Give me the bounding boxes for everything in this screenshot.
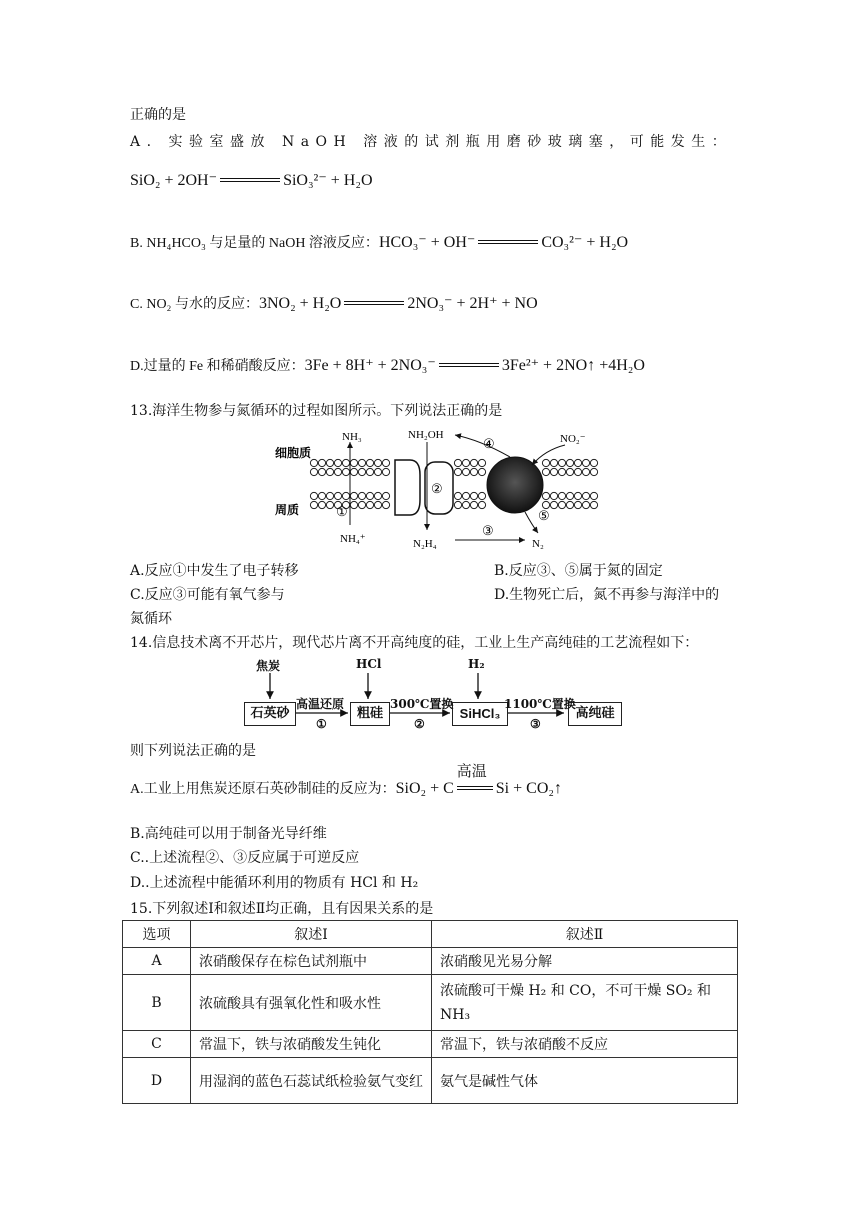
equals-sign [220,176,280,186]
row-statement-2: 常温下，铁与浓硝酸不反应 [432,1031,738,1058]
q14-option-c: C..上述流程②、③反应属于可逆反应 [130,850,360,866]
lipid-bead [478,459,485,466]
equation-left: SiO₂ + C [395,780,454,797]
lipid-bead [590,459,597,466]
lipid-bead [542,468,549,475]
label-nh3: NH₃ [342,431,362,443]
lipid-bead [470,492,477,499]
input-coke: 焦炭 [256,659,281,673]
step3-number: ③ [530,717,541,731]
lipid-bead [558,459,565,466]
lipid-bead [366,459,373,466]
option-text: C. NO₂ 与水的反应： [130,297,259,312]
q14-option-b: B.高纯硅可以用于制备光导纤维 [130,826,327,842]
lipid-bead [318,468,325,475]
lipid-bead [582,459,589,466]
lipid-bead [318,459,325,466]
lipid-bead [310,459,317,466]
label-step2: ② [431,482,443,497]
table-row [123,975,738,1031]
lipid-bead [582,492,589,499]
lipid-bead [478,468,485,475]
lipid-bead [326,492,333,499]
label-step4: ④ [483,437,495,452]
box-pure-silicon: 高纯硅 [568,702,622,726]
lipid-bead [382,459,389,466]
lipid-bead [358,501,365,508]
enzyme-complex-ball [487,457,543,513]
box-crude-silicon: 粗硅 [350,702,390,726]
equation-right: 2NO₃⁻ + 2H⁺ + NO [407,295,538,312]
header-statement-1: 叙述Ⅰ [191,921,432,948]
step2-number: ② [414,717,425,731]
q13-option-b: B.反应③、⑤属于氮的固定 [494,563,663,579]
nitrogen-cycle-diagram [270,420,600,555]
q13-option-a: A.反应①中发生了电子转移 [130,563,299,579]
lipid-bead [350,459,357,466]
lipid-bead [358,468,365,475]
lipid-bead [366,468,373,475]
row-statement-2: 氨气是碱性气体 [432,1058,738,1104]
membrane-bottom-row [310,492,597,508]
equals-sign [478,238,538,248]
lipid-bead [470,501,477,508]
q15-table [122,920,738,1104]
lipid-bead [454,492,461,499]
membrane-protein-left [395,460,420,515]
arrow-step5 [525,512,538,533]
lipid-bead [350,492,357,499]
label-no2: NO₂⁻ [560,433,586,445]
box-sihcl3: SiHCl₃ [452,702,508,726]
lipid-bead [374,468,381,475]
lipid-bead [374,501,381,508]
lipid-bead [574,468,581,475]
option-text: B. NH₄HCO₃ 与足量的 NaOH 溶液反应： [130,236,379,251]
lipid-bead [582,501,589,508]
lipid-bead [590,501,597,508]
lipid-bead [310,468,317,475]
q12-option-a-text: A. 实验室盛放 NaOH 溶液的试剂瓶用磨砂玻璃塞，可能发生： [130,134,733,150]
lipid-bead [358,459,365,466]
lipid-bead [326,468,333,475]
lipid-bead [470,468,477,475]
lipid-bead [326,501,333,508]
label-step1: ① [336,505,348,520]
lipid-bead [366,501,373,508]
lipid-bead [382,501,389,508]
lipid-bead [334,459,341,466]
silicon-process-flowchart [240,655,630,745]
step2-label: 300℃置换 [390,697,454,711]
lipid-bead [382,492,389,499]
lipid-bead [462,501,469,508]
equals-sign [439,361,499,371]
q12-option-c [130,293,538,313]
lipid-bead [550,501,557,508]
lipid-bead [550,468,557,475]
lipid-bead [454,468,461,475]
equation-left: HCO₃⁻ + OH⁻ [378,234,476,251]
q12-option-b [130,232,628,252]
header-option: 选项 [123,921,191,948]
lipid-bead [374,459,381,466]
lipid-bead [350,468,357,475]
lipid-bead [374,492,381,499]
lipid-bead [542,492,549,499]
lipid-bead [318,501,325,508]
box-quartz-sand: 石英砂 [244,702,296,726]
lipid-bead [310,501,317,508]
lipid-bead [550,459,557,466]
q13-option-d: D.生物死亡后，氮不再参与海洋中的 [494,587,720,603]
table-row [123,1031,738,1058]
input-h2: H₂ [468,657,485,671]
arrow-no2-in [532,445,565,465]
lipid-bead [542,501,549,508]
lipid-bead [454,459,461,466]
lipid-bead [462,459,469,466]
lipid-bead [478,492,485,499]
lipid-bead [470,459,477,466]
lipid-bead [590,492,597,499]
step1-label: 高温还原 [296,697,345,711]
lipid-bead [310,492,317,499]
reaction-condition: 高温 [456,762,487,781]
option-text: A.工业上用焦炭还原石英砂制硅的反应为： [130,782,396,797]
row-option: A [123,948,191,975]
lipid-bead [326,459,333,466]
lipid-bead [558,468,565,475]
q12-intro: 正确的是 [130,107,186,123]
lipid-bead [542,459,549,466]
table-header-row [123,921,738,948]
lipid-bead [558,501,565,508]
label-n2: N₂ [532,538,544,550]
row-option: C [123,1031,191,1058]
equation-left: 3NO₂ + H₂O [258,295,342,312]
label-nh2oh: NH₂OH [408,429,444,441]
row-statement-2: 浓硝酸见光易分解 [432,948,738,975]
lipid-bead [318,492,325,499]
lipid-bead [574,492,581,499]
lipid-bead [574,459,581,466]
lipid-bead [550,492,557,499]
lipid-bead [342,492,349,499]
lipid-bead [462,492,469,499]
equation-right: Si + CO₂↑ [495,780,562,797]
equation-left: SiO₂ + 2OH⁻ [130,172,218,189]
lipid-bead [590,468,597,475]
label-n2h4: N₂H₄ [413,538,437,550]
row-statement-1: 用湿润的蓝色石蕊试纸检验氨气变红 [191,1058,432,1104]
lipid-bead [366,492,373,499]
input-hcl: HCl [356,657,382,671]
equation-right: SiO₃²⁻ + H₂O [283,172,373,189]
q13-option-d-continued: 氮循环 [130,611,172,627]
lipid-bead [350,501,357,508]
q14-option-a [130,762,562,798]
lipid-bead [382,468,389,475]
row-statement-2: 浓硫酸可干燥 H₂ 和 CO，不可干燥 SO₂ 和 NH₃ [432,975,738,1031]
row-statement-1: 浓硫酸具有强氧化性和吸水性 [191,975,432,1031]
lipid-bead [454,501,461,508]
q14-stem: 14.信息技术离不开芯片，现代芯片离不开高纯度的硅，工业上生产高纯硅的工艺流程如下： [130,635,699,651]
equation-right: 3Fe²⁺ + 2NO↑ +4H₂O [501,357,645,374]
label-periplasm: 周质 [275,503,300,517]
lipid-bead [566,501,573,508]
q12-option-a-equation [130,170,373,190]
option-text: D.过量的 Fe 和稀硝酸反应： [130,359,305,374]
row-option: D [123,1058,191,1104]
label-step5: ⑤ [538,509,550,524]
lipid-bead [566,468,573,475]
lipid-bead [334,468,341,475]
q12-option-d [130,355,645,375]
lipid-bead [478,501,485,508]
lipid-bead [342,468,349,475]
q14-question: 则下列说法正确的是 [130,743,256,759]
label-step3: ③ [482,524,494,539]
header-statement-2: 叙述Ⅱ [432,921,738,948]
equation-right: CO₃²⁻ + H₂O [541,234,629,251]
lipid-bead [334,492,341,499]
row-statement-1: 浓硝酸保存在棕色试剂瓶中 [191,948,432,975]
lipid-bead [358,492,365,499]
lipid-bead [342,459,349,466]
step3-label: 1100℃置换 [504,697,576,711]
lipid-bead [582,468,589,475]
table-row [123,1058,738,1104]
label-nh4: NH₄⁺ [340,533,366,545]
row-statement-1: 常温下，铁与浓硝酸发生钝化 [191,1031,432,1058]
q14-option-d: D..上述流程中能循环利用的物质有 HCl 和 H₂ [130,875,419,891]
equals-sign [344,299,404,309]
lipid-bead [462,468,469,475]
lipid-bead [574,501,581,508]
q13-stem: 13.海洋生物参与氮循环的过程如图所示。下列说法正确的是 [130,403,503,419]
q15-stem: 15.下列叙述Ⅰ和叙述Ⅱ均正确，且有因果关系的是 [130,901,434,917]
lipid-bead [558,492,565,499]
lipid-bead [566,459,573,466]
q13-option-c: C.反应③可能有氧气参与 [130,587,285,603]
equals-with-condition [456,762,493,794]
table-row [123,948,738,975]
label-cytoplasm: 细胞质 [275,446,312,460]
lipid-bead [566,492,573,499]
row-option: B [123,975,191,1031]
step1-number: ① [316,717,327,731]
membrane-top-row [310,459,597,475]
equation-left: 3Fe + 8H⁺ + 2NO₃⁻ [304,357,436,374]
